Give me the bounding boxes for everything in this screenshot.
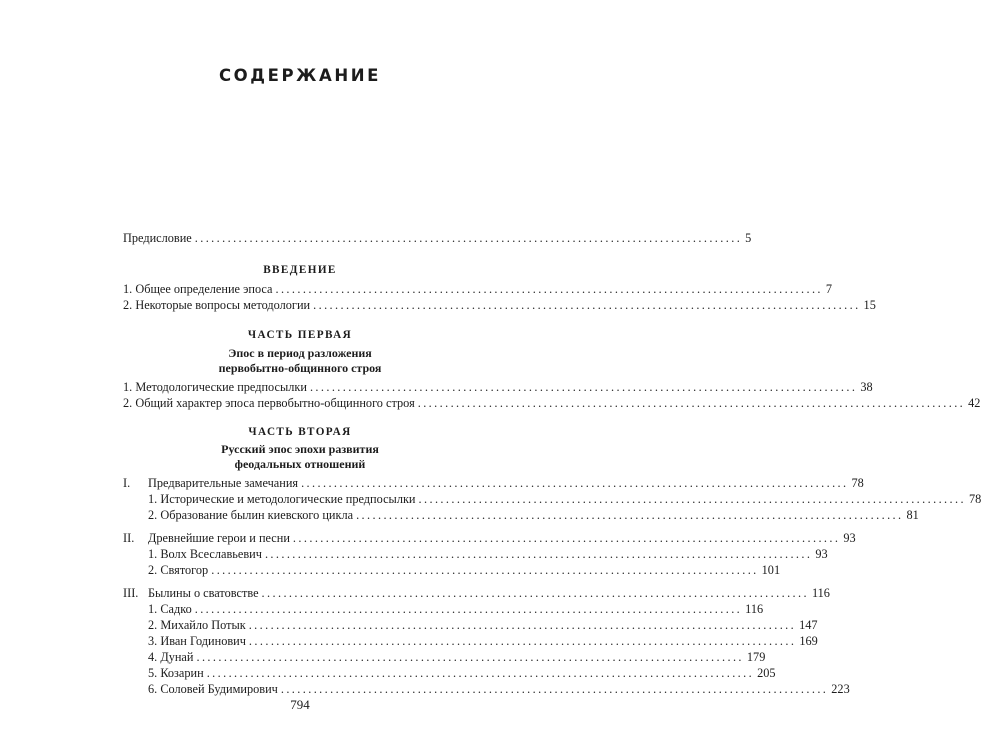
toc-section-entry[interactable] [123,475,864,491]
leader-dots: .................................................................................................... [194,602,743,616]
toc-entry-number: 1. [148,492,158,506]
part-subtitle: феодальных отношений [234,457,366,471]
toc-page-number: 38 [860,380,873,394]
page-number: 794 [290,697,310,712]
toc-page-number: 205 [757,666,776,680]
toc-entry[interactable] [148,546,828,562]
toc-page-number: 5 [745,231,752,245]
part-subtitle: Русский эпос эпохи развития [221,442,379,456]
toc-page-number: 42 [968,396,981,410]
toc-entry[interactable] [148,601,764,617]
toc-entry-text: Иван Годинович [160,634,246,648]
toc-entry-text: Общий характер эпоса первобытно-общинного строя [135,396,415,410]
leader-dots: .................................................................................................... [196,650,744,664]
toc-entry-text: Соловей Будимирович [160,682,278,696]
toc-entry[interactable] [148,491,981,507]
leader-dots: .................................................................................................... [313,298,861,312]
leader-dots: .................................................................................................... [211,563,759,577]
part-subtitle: Эпос в период разложения [228,346,372,360]
toc-entry[interactable] [148,681,850,697]
leader-dots: .................................................................................................... [301,476,849,490]
toc-entry[interactable] [123,395,981,411]
toc-section-entry[interactable] [123,585,830,601]
part-heading: ЧАСТЬ ВТОРАЯ [248,426,352,438]
leader-dots: .................................................................................................... [248,618,797,632]
toc-page-number: 101 [761,563,781,577]
leader-dots: .................................................................................................... [418,492,966,506]
page-title: СОДЕРЖАНИЕ [218,66,382,85]
toc-entry-text: Дунай [160,650,194,664]
leader-dots: .................................................................................................... [356,508,904,522]
toc-entry-text: Исторические и методологические предпосылки [160,492,416,506]
toc-page-number: 15 [863,298,876,312]
toc-page-number: 147 [799,618,818,632]
toc-entry-text: Михайло Потык [160,618,246,632]
toc-entry-text: Методологические предпосылки [135,380,307,394]
toc-entry-number: 2. [123,396,133,410]
leader-dots: .................................................................................................... [206,666,755,680]
toc-section-entry[interactable] [123,530,856,546]
leader-dots: .................................................................................................... [292,531,841,545]
toc-page-number: 116 [745,602,764,616]
leader-dots: .................................................................................................... [309,380,858,394]
toc-page-number: 179 [746,650,766,664]
toc-entry-text: Предварительные замечания [148,476,299,490]
leader-dots: .................................................................................................... [280,682,829,696]
toc-entry-number: 1. [148,602,158,616]
toc-entry-text: Некоторые вопросы методологии [135,298,311,312]
leader-dots: .................................................................................................... [194,231,743,245]
toc-entry-number: 1. [123,380,133,394]
toc-section-number: III. [123,586,139,600]
toc-entry-text: Образование былин киевского цикла [160,508,354,522]
toc-entry[interactable] [123,379,873,395]
part-heading: ЧАСТЬ ПЕРВАЯ [247,329,353,341]
toc-entry-text: Предисловие [123,231,192,245]
toc-entry-text: Общее определение эпоса [135,282,273,296]
toc-entry-number: 6. [148,682,158,696]
leader-dots: .................................................................................................... [417,396,966,410]
toc-entry-text: Козарин [160,666,204,680]
toc-entry-preface[interactable] [123,230,752,246]
toc-entry-number: 3. [148,634,158,648]
toc-section-number: I. [123,476,131,490]
leader-dots: .................................................................................................... [275,282,823,296]
section-heading-intro: ВВЕДЕНИЕ [263,264,337,276]
toc-page-number: 93 [815,547,828,561]
toc-entry-text: Волх Всеславьевич [160,547,262,561]
toc-page-number: 116 [811,586,830,600]
toc-entry-number: 4. [148,650,158,664]
toc-page-number: 78 [851,476,864,490]
leader-dots: .................................................................................................... [261,586,809,600]
toc-page-number: 93 [843,531,856,545]
toc-entry[interactable] [148,507,919,523]
leader-dots: .................................................................................................... [248,634,797,648]
toc-entry-number: 2. [148,618,158,632]
toc-page-number: 223 [831,682,850,696]
part-subtitle: первобытно-общинного строя [218,361,382,375]
toc-section-number: II. [123,531,135,545]
toc-entry-number: 5. [148,666,158,680]
toc-entry[interactable] [148,562,781,578]
toc-entry-number: 2. [148,508,158,522]
toc-entry-text: Святогор [160,563,209,577]
toc-entry[interactable] [123,281,833,297]
toc-page-number: 7 [825,282,833,296]
leader-dots: .................................................................................................... [264,547,813,561]
toc-entry-number: 1. [123,282,133,296]
toc-page-number: 78 [968,492,981,506]
toc-entry[interactable] [148,649,766,665]
toc-entry-text: Садко [160,602,192,616]
toc-entry-text: Былины о сватовстве [148,586,259,600]
toc-entry[interactable] [148,633,818,649]
toc-entry[interactable] [123,297,876,313]
toc-page-number: 169 [799,634,818,648]
toc-entry-number: 2. [123,298,133,312]
toc-entry[interactable] [148,617,818,633]
toc-entry-text: Древнейшие герои и песни [148,531,290,545]
toc-entry-number: 2. [148,563,158,577]
toc-entry-number: 1. [148,547,158,561]
toc-entry[interactable] [148,665,776,681]
toc-page-number: 81 [906,508,919,522]
